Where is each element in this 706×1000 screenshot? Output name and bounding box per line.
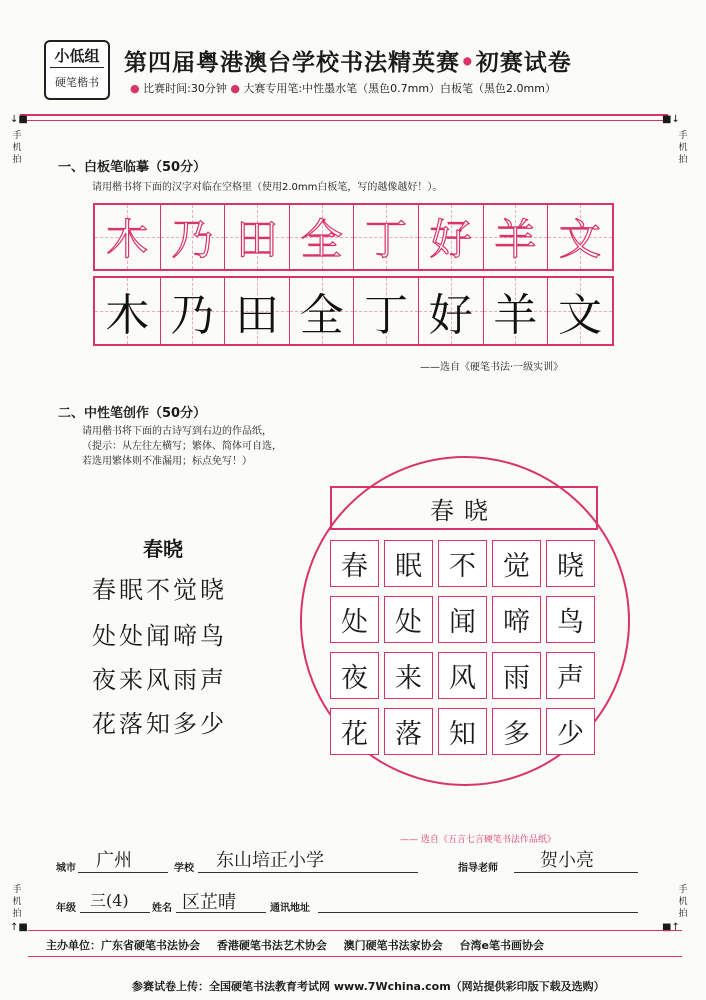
work-cell: 春: [330, 540, 379, 587]
model-cell: 丁: [353, 205, 418, 269]
title-main: 第四届粤港澳台学校书法精英赛: [124, 49, 460, 76]
section2-heading: 二、中性笔创作（50分）: [58, 406, 207, 421]
work-cell: 多: [492, 708, 541, 755]
grade-underline: [80, 912, 150, 913]
group-badge: [44, 40, 110, 100]
model-grid: [93, 203, 614, 271]
work-grid: [330, 540, 600, 764]
title-dot: •: [460, 49, 476, 76]
camera-icon: ■↑: [662, 922, 680, 933]
work-cell: 鸟: [546, 596, 595, 643]
written-cell: 木: [95, 278, 160, 344]
page-title: [124, 44, 572, 77]
work-cell: 花: [330, 708, 379, 755]
camera-icon: ■↓: [662, 114, 680, 125]
work-cell: 夜: [330, 652, 379, 699]
camera-icon: ■: [18, 114, 28, 125]
title-suffix: 初赛试卷: [475, 49, 572, 76]
footer-rule: [28, 930, 682, 931]
exam-pen: 大赛专用笔:中性墨水笔（黑色0.7mm）白板笔（黑色2.0mm）: [243, 82, 556, 95]
written-cell: 田: [224, 278, 289, 344]
city-label: 城市: [56, 863, 76, 874]
section2-source: —— 选自《五言七言硬笔书法作品纸》: [400, 835, 556, 845]
grade-value[interactable]: 三(4): [90, 891, 129, 910]
name-value[interactable]: 区芷晴: [182, 892, 236, 913]
written-cell: 全: [289, 278, 354, 344]
city-underline: [78, 872, 168, 873]
poem-line: 春眠不觉晓: [92, 576, 227, 604]
upload-info: 参赛试卷上传：全国硬笔书法教育考试网 www.7Wchina.com（网站提供彩印版下载及选购）: [132, 980, 605, 993]
work-cell: 声: [546, 652, 595, 699]
work-cell: 处: [384, 596, 433, 643]
work-cell: 闻: [438, 596, 487, 643]
school-underline: [198, 872, 418, 873]
phone-note-right-bottom: 手机拍: [678, 885, 688, 919]
phone-note-right: 手机拍: [678, 131, 688, 165]
name-underline: [176, 912, 266, 913]
model-cell: 乃: [160, 205, 225, 269]
work-cell: 处: [330, 596, 379, 643]
work-cell: 落: [384, 708, 433, 755]
section1-heading: 一、白板笔临摹（50分）: [58, 160, 207, 175]
model-cell: 木: [95, 205, 160, 269]
work-row: [330, 596, 600, 643]
address-label: 通讯地址: [270, 903, 310, 914]
city-value[interactable]: 广州: [96, 850, 132, 871]
work-cell: 觉: [492, 540, 541, 587]
poem-line: 处处闻啼鸟: [92, 622, 227, 650]
model-cell: 羊: [483, 205, 548, 269]
header-rule: [20, 114, 668, 116]
organizers: 主办单位：广东省硬笔书法协会 香港硬笔书法艺术协会 澳门硬笔书法家协会 台湾e笔书画协会: [46, 939, 544, 952]
arrow-up-icon: ↑■: [10, 922, 28, 933]
work-row: [330, 540, 600, 587]
work-cell: 少: [546, 708, 595, 755]
school-label: 学校: [174, 863, 194, 874]
name-label: 姓名: [152, 903, 172, 914]
work-cell: 来: [384, 652, 433, 699]
poem-line: 花落知多少: [92, 710, 227, 738]
bullet-icon: ●: [130, 82, 140, 95]
header-rule-thin: [20, 120, 668, 121]
teacher-underline: [514, 872, 638, 873]
work-cell: 晓: [546, 540, 595, 587]
camera-icon: ■: [18, 922, 28, 933]
school-value[interactable]: 东山培正小学: [216, 850, 324, 871]
work-row: [330, 708, 600, 755]
section2-instruction: 请用楷书将下面的古诗写到右边的作品纸， （提示：从左往左横写；繁体、简体可自选， 若选用繁体则不准漏用；标点免写！）: [82, 426, 282, 467]
group-sub: 硬笔楷书: [55, 76, 99, 89]
work-cell: 雨: [492, 652, 541, 699]
group-divider: [50, 67, 104, 68]
written-cell: 好: [418, 278, 483, 344]
poem-title: 春晓: [143, 537, 183, 561]
address-underline: [318, 912, 638, 913]
phone-note-left: 手机拍: [12, 131, 22, 165]
teacher-label: 指导老师: [458, 863, 498, 874]
section1-instruction: 请用楷书将下面的汉字对临在空格里（使用2.0mm白板笔，写的越像越好！）。: [92, 182, 443, 193]
work-cell: 风: [438, 652, 487, 699]
work-cell: 啼: [492, 596, 541, 643]
teacher-value[interactable]: 贺小亮: [540, 850, 594, 871]
exam-time: 比赛时间:30分钟: [143, 82, 227, 95]
model-cell: 田: [224, 205, 289, 269]
work-cell: 眠: [384, 540, 433, 587]
written-cell: 丁: [353, 278, 418, 344]
poem-line: 夜来风雨声: [92, 666, 227, 694]
model-cell: 好: [418, 205, 483, 269]
writing-grid: [93, 276, 614, 346]
work-title: 春晓: [330, 486, 598, 530]
exam-info: [130, 80, 556, 96]
arrow-down-icon: ↓■: [10, 114, 28, 125]
work-row: [330, 652, 600, 699]
bullet-icon: ●: [230, 82, 240, 95]
model-cell: 全: [289, 205, 354, 269]
written-cell: 文: [547, 278, 612, 344]
work-cell: 知: [438, 708, 487, 755]
section1-source: ——选自《硬笔书法·一级实训》: [420, 362, 564, 373]
grade-label: 年级: [56, 903, 76, 914]
group-name: 小低组: [54, 47, 100, 65]
model-cell: 文: [547, 205, 612, 269]
written-cell: 羊: [483, 278, 548, 344]
footer-rule: [28, 956, 682, 957]
written-cell: 乃: [160, 278, 225, 344]
phone-note-left-bottom: 手机拍: [12, 885, 22, 919]
work-cell: 不: [438, 540, 487, 587]
